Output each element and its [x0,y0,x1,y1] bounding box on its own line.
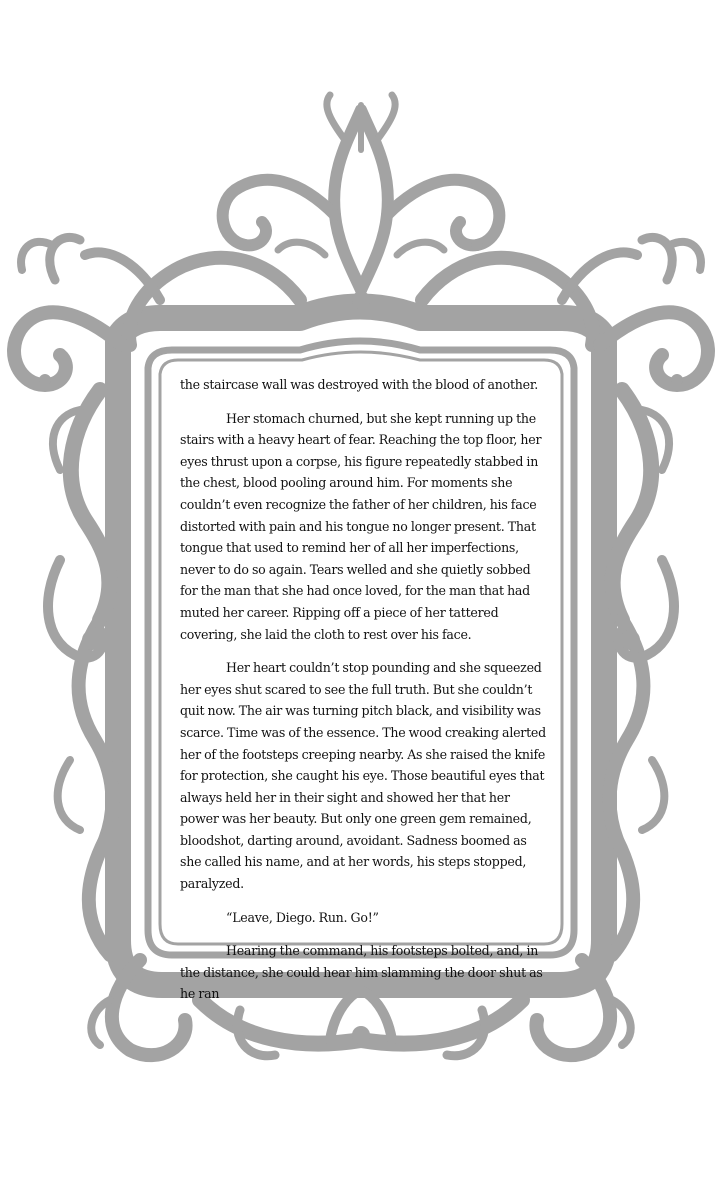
frame-right-side-ornaments [610,390,674,955]
paragraph-4: “Leave, Diego. Run. Go!” [226,909,379,925]
paragraph-1: the staircase wall was destroyed with the blood of another. [180,377,538,392]
story-text [180,374,546,1017]
paragraph-2: Her stomach churned, but she kept running up the stairs with a heavy heart of fear. Reaching the top floor, her eyes thrust upon a corpse, his figure repeatedly stabbed in the chest, blood pooling around him. For moments she couldn’t even recognize the father of her children, his face distorted with pain and his tongue no longer present. That tongue that used to remind her of all her imperfections, never to do so again. Tears welled and she quietly sobbed for the man that she had once loved, for the man that had muted her career. Ripping off a piece of her tattered covering, she laid the cloth to rest over his face. [180,410,542,642]
paragraph-3: Her heart couldn’t stop pounding and she squeezed her eyes shut scared to see the full truth. But she couldn’t quit now. The air was turning pitch black, and visibility was scarce. Time was of the essence. The wood creaking alerted her of the footsteps creeping nearby. As she raised the knife for protection, she caught his eye. Those beautiful eyes that always held her in their sight and showed her that her power was her beauty. But only one green gem remained, bloodshot, darting around, avoidant. Sadness boomed as she called his name, and at her words, his steps stopped, paralyzed. [180,660,546,892]
paragraph-5: Hearing the command, his footsteps bolted, and, in the distance, she could hear him slamming the door shut as he ran [180,943,543,1002]
frame-left-side-ornaments [48,390,112,955]
